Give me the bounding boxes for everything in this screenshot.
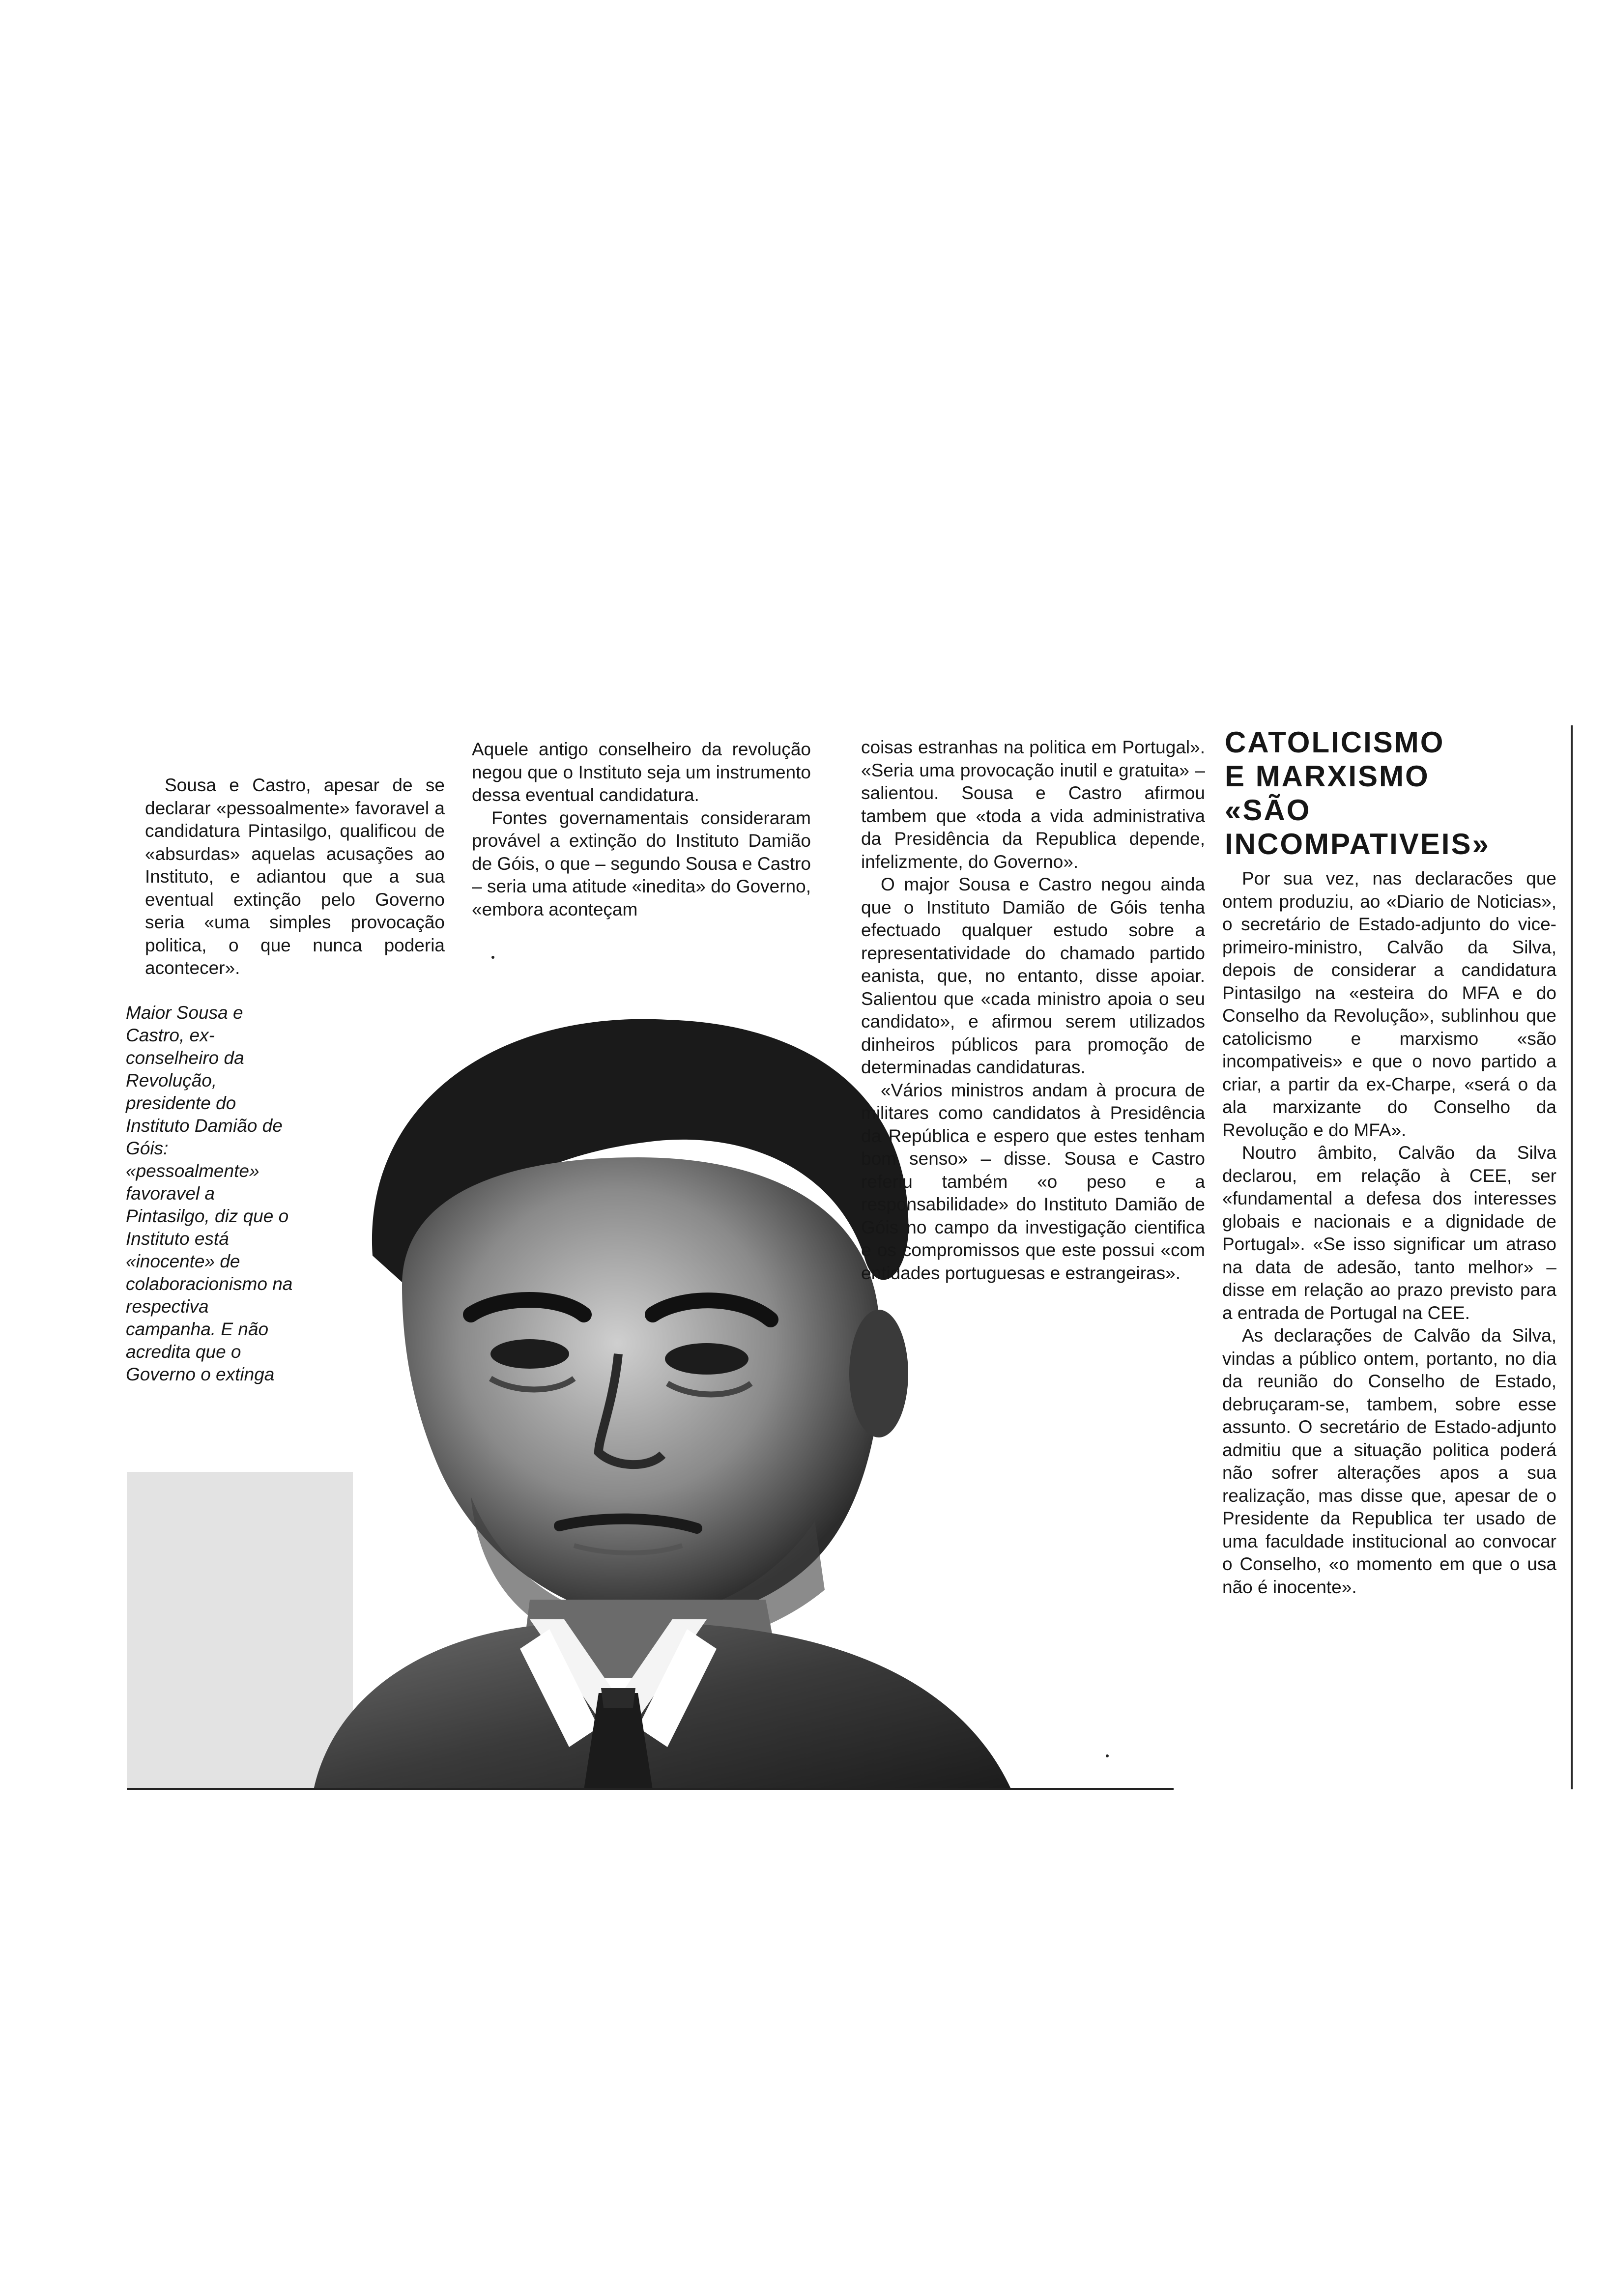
headline-line: INCOMPATIVEIS» bbox=[1225, 828, 1490, 861]
paragraph: «Vários ministros andam à procura de militares como candidatos à Presidência da República e espero que estes tenham bom senso» – disse. Sousa e Castro referiu também «o peso e a responsabilidade» do Instituto Damião de Góis no campo da investigação cientifica e os compromissos que este possui «com entidades portuguesas e estrangeiras». bbox=[861, 1080, 1205, 1283]
photo-caption: Maior Sousa e Castro, ex-conselheiro da Revolução, presidente do Instituto Damião de Góis: «pessoalmente» favoravel a Pintasilgo, diz que o Instituto está «inocente» de colaboracionismo na respectiva campanha. E não acredita que o Governo o extinga bbox=[126, 1003, 293, 1384]
paragraph: Noutro âmbito, Calvão da Silva declarou, em relação à CEE, ser «fundamental a defesa dos interesses globais e nacionais e a dignidade de Portugal». «Se isso significar um atraso na data de adesão, tanto melhor» – disse em relação ao prazo previsto para a entrada de Portugal na CEE. bbox=[1222, 1143, 1556, 1323]
paragraph: Fontes governamentais consideraram provável a extinção do Instituto Damião de Góis, o que – segundo Sousa e Castro – seria uma atitude «inedita» do Governo, «embora aconteçam bbox=[472, 807, 811, 919]
article-column-2 bbox=[472, 738, 811, 921]
print-speck bbox=[491, 956, 494, 959]
print-speck bbox=[1106, 1754, 1109, 1757]
paragraph: As declarações de Calvão da Silva, vindas a público ontem, portanto, no dia da reunião do Conselho de Estado, debruçaram-se, tambem, sobre esse assunto. O secretário de Estado-adjunto admitiu que a situação politica poderá não sofrer alterações apos a sua realização, mas disse que, apesar de o Presidente da Republica ter usado de uma faculdade institucional ao convocar o Conselho, «o momento em que o usa não é inocente». bbox=[1222, 1325, 1556, 1597]
paragraph: Sousa e Castro, apesar de se declarar «pessoalmente» favoravel a candidatura Pintasilgo, qualificou de «absurdas» aquelas acusações ao Instituto, e adiantou que a sua eventual extinção pelo Governo seria «uma simples provocação politica, o que nunca poderia acontecer». bbox=[145, 775, 445, 978]
paragraph: Aquele antigo conselheiro da revolução negou que o Instituto seja um instrumento dessa eventual candidatura. bbox=[472, 739, 811, 805]
paragraph: coisas estranhas na politica em Portugal». «Seria uma provocação inutil e gratuita» – salientou. Sousa e Castro afirmou tambem que «toda a vida administrativa da Presidência da Republica depende, infelizmente, do Governo». bbox=[861, 737, 1205, 872]
headline bbox=[1225, 725, 1549, 861]
article-column-3 bbox=[861, 736, 1205, 1285]
article-column-4 bbox=[1222, 867, 1556, 1599]
column-rule bbox=[1571, 725, 1573, 1789]
headline-line: «SÃO bbox=[1225, 794, 1311, 827]
article-column-1 bbox=[145, 774, 445, 980]
paragraph: Por sua vez, nas declaracões que ontem produziu, ao «Diario de Noticias», o secretário de Estado-adjunto do vice-primeiro-ministro, Calvão da Silva, depois de considerar a candidatura Pintasilgo na «esteira do MFA e do Conselho da Revolução», sublinhou que catolicismo e marxismo «são incompativeis» e que o novo partido a criar, a partir da ex-Charpe, «será o da ala marxizante do Conselho da Revolução e do MFA». bbox=[1222, 868, 1556, 1140]
headline-line: CATOLICISMO bbox=[1225, 726, 1445, 759]
paragraph: O major Sousa e Castro negou ainda que o Instituto Damião de Góis tenha efectuado qualquer estudo sobre a representatividade do chamado partido eanista, que, no entanto, disse apoiar. Salientou que «cada ministro apoia o seu candidato», e afirmou serem utilizados dinheiros públicos para promoção de determinadas candidaturas. bbox=[861, 874, 1205, 1077]
headline-line: E MARXISMO bbox=[1225, 760, 1430, 793]
